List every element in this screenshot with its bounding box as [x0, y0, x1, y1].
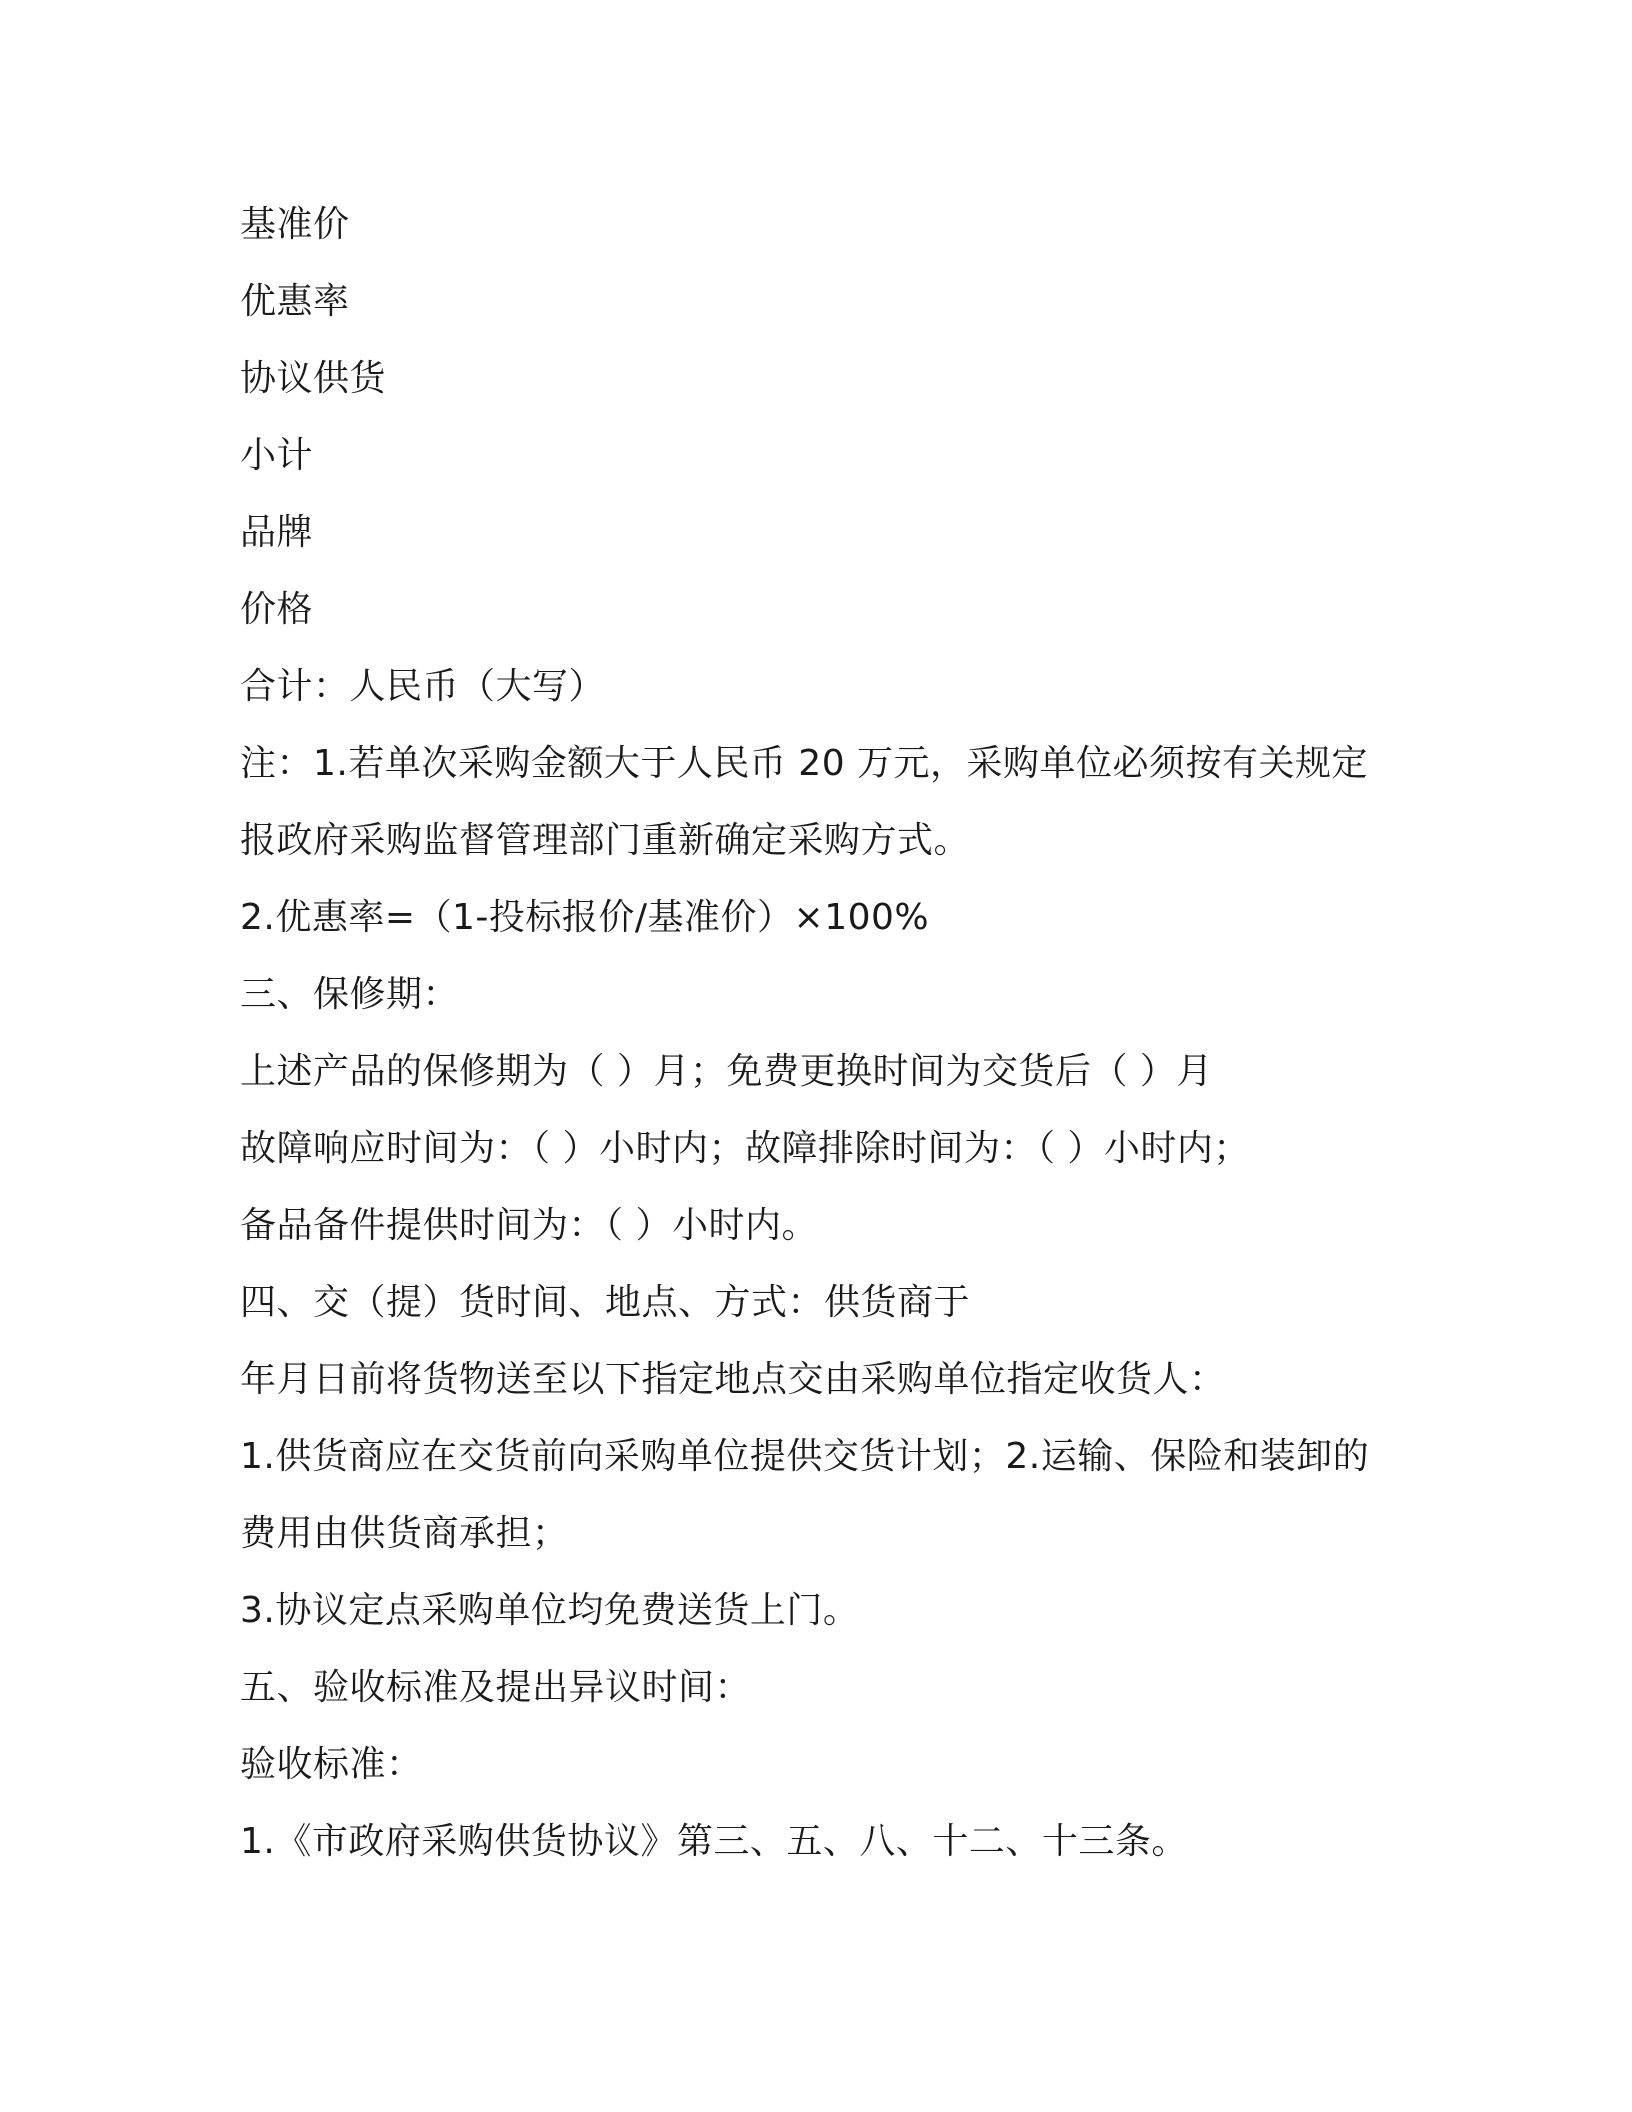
fault-response-line: 故障响应时间为：（ ）小时内；故障排除时间为：（ ）小时内；: [240, 1128, 1250, 1169]
section-3-heading: 三、保修期：: [240, 974, 460, 1015]
label-brand: 品牌: [240, 512, 314, 553]
section-4-heading: 四、交（提）货时间、地点、方式：供货商于: [240, 1282, 971, 1323]
label-discount-rate: 优惠率: [240, 281, 350, 322]
spare-parts-line: 备品备件提供时间为：（ ）小时内。: [240, 1205, 818, 1246]
label-price: 价格: [240, 589, 314, 630]
delivery-item-1-line-1: 1.供货商应在交货前向采购单位提供交货计划；2.运输、保险和装卸的: [240, 1436, 1370, 1477]
delivery-item-1-line-2: 费用由供货商承担；: [240, 1513, 569, 1554]
section-5-heading: 五、验收标准及提出异议时间：: [240, 1667, 752, 1708]
note-1-line-2: 报政府采购监督管理部门重新确定采购方式。: [240, 820, 971, 861]
label-agreement-supply: 协议供货: [240, 358, 387, 399]
total-rmb-line: 合计：人民币（大写）: [240, 666, 606, 707]
warranty-period-line: 上述产品的保修期为（ ）月；免费更换时间为交货后（ ）月: [240, 1051, 1213, 1092]
acceptance-item-1: 1.《市政府采购供货协议》第三、五、八、十二、十三条。: [240, 1821, 1188, 1862]
note-2-formula: 2.优惠率=（1-投标报价/基准价）×100%: [240, 897, 930, 938]
note-1-line-1: 注：1.若单次采购金额大于人民币 20 万元，采购单位必须按有关规定: [240, 743, 1369, 784]
label-base-price: 基准价: [240, 204, 350, 245]
delivery-item-3: 3.协议定点采购单位均免费送货上门。: [240, 1590, 860, 1631]
document-body: [240, 186, 1440, 1880]
delivery-date-line: 年月日前将货物送至以下指定地点交由采购单位指定收货人：: [240, 1359, 1226, 1400]
acceptance-standard-label: 验收标准：: [240, 1744, 423, 1785]
label-subtotal: 小计: [240, 435, 314, 476]
